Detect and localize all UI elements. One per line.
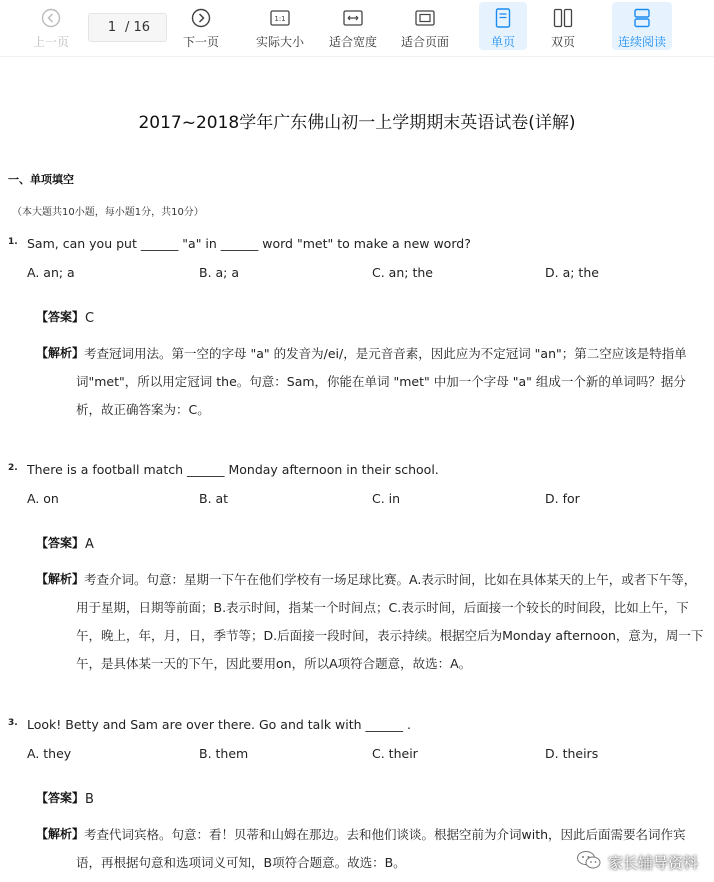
- single-page-icon: [495, 6, 511, 30]
- single-page-label: 单页: [490, 35, 515, 49]
- section-note: （本大题共10小题，每小题1分，共10分）: [12, 207, 204, 218]
- page-number-input[interactable]: [105, 20, 119, 35]
- section-title: 一、单项填空: [8, 173, 74, 186]
- continuous-read-button[interactable]: [612, 2, 672, 50]
- option-a: A. they: [27, 746, 72, 761]
- fit-width-icon: [343, 6, 363, 30]
- option-b: B. them: [199, 746, 249, 761]
- actual-size-icon: [270, 6, 290, 30]
- explanation-label: 【解析】: [36, 572, 85, 586]
- question-number: 1.: [8, 237, 18, 247]
- answer-label: 【答案】: [36, 310, 85, 324]
- option-d: D. theirs: [545, 746, 599, 761]
- fit-width-label: 适合宽度: [328, 35, 377, 49]
- watermark-text: 家长辅导资料: [607, 853, 698, 872]
- option-c: C. in: [372, 491, 401, 506]
- reader-toolbar: [0, 0, 714, 57]
- next-page-button[interactable]: [178, 2, 224, 50]
- fit-page-label: 适合页面: [400, 35, 449, 49]
- question-text: There is a football match ______ Monday afternoon in their school.: [27, 462, 439, 477]
- wechat-icon: [576, 850, 608, 874]
- double-page-label: 双页: [550, 35, 575, 49]
- answer-value: B: [85, 792, 94, 807]
- option-c: C. their: [372, 746, 418, 761]
- chevron-left-circle-icon: [41, 6, 61, 30]
- page-indicator: [88, 13, 167, 42]
- answer-value: A: [85, 537, 94, 552]
- fit-width-button[interactable]: [325, 2, 381, 50]
- option-d: D. a; the: [545, 265, 599, 280]
- prev-page-button[interactable]: [28, 2, 74, 50]
- answer-label: 【答案】: [36, 536, 85, 550]
- option-a: A. an; a: [27, 265, 75, 280]
- double-page-button[interactable]: [540, 2, 586, 50]
- question-number: 3.: [8, 718, 18, 728]
- page-total: / 16: [124, 20, 151, 35]
- option-b: B. at: [199, 491, 229, 506]
- explanation-text: 考查代词宾格。句意：看！贝蒂和山姆在那边。去和他们谈谈。根据空前为介词with，因此后面需要名词作宾语，再根据句意和选项词义可知，B项符合题意。故选：B。: [76, 827, 686, 870]
- explanation-label: 【解析】: [36, 827, 85, 841]
- explanation-text: 考查介词。句意：星期一下午在他们学校有一场足球比赛。A.表示时间，比如在具体某天的上午，或者下午等，用于星期，日期等前面；B.表示时间，指某一个时间点；C.表示时间，后面接一个较长的时间段，比如上午，下午，晚上，年，月，日，季节等；D.后面接一段时间，表示持续。根据空后为Monday afternoon，意为，周一下午，是具体某一天的下午，因此要用on，所以A项符合题意，故选：A。: [76, 572, 704, 671]
- actual-size-label: 实际大小: [255, 35, 304, 49]
- answer-label: 【答案】: [36, 791, 85, 805]
- next-page-label: 下一页: [182, 35, 219, 49]
- document-title: 2017~2018学年广东佛山初一上学期期末英语试卷(详解): [138, 113, 576, 133]
- question-number: 2.: [8, 463, 18, 473]
- single-page-button[interactable]: [479, 2, 527, 50]
- actual-size-button[interactable]: [252, 2, 308, 50]
- fit-page-icon: [415, 6, 435, 30]
- continuous-read-icon: [633, 6, 651, 30]
- option-a: A. on: [27, 491, 59, 506]
- watermark: [576, 850, 698, 874]
- chevron-right-circle-icon: [191, 6, 211, 30]
- fit-page-button[interactable]: [397, 2, 453, 50]
- question-text: Sam, can you put ______ "a" in ______ word "met" to make a new word?: [27, 236, 471, 251]
- explanation-label: 【解析】: [36, 346, 85, 360]
- double-page-icon: [553, 6, 573, 30]
- answer-value: C: [85, 311, 95, 326]
- option-b: B. a; a: [199, 265, 240, 280]
- svg-text:1:1: 1:1: [274, 15, 286, 23]
- explanation-text: 考查冠词用法。第一空的字母 "a" 的发音为/ei/，是元音音素，因此应为不定冠词 "an"；第二空应该是特指单词"met"，所以用定冠词 the。句意：Sam，你能在单词 "met" 中加一个字母 "a" 组成一个新的单词吗？据分析，故正确答案为：C。: [76, 346, 687, 417]
- option-c: C. an; the: [372, 265, 433, 280]
- option-d: D. for: [545, 491, 580, 506]
- question-text: Look! Betty and Sam are over there. Go and talk with ______ .: [27, 717, 411, 732]
- prev-page-label: 上一页: [32, 35, 69, 49]
- continuous-read-label: 连续阅读: [617, 35, 666, 49]
